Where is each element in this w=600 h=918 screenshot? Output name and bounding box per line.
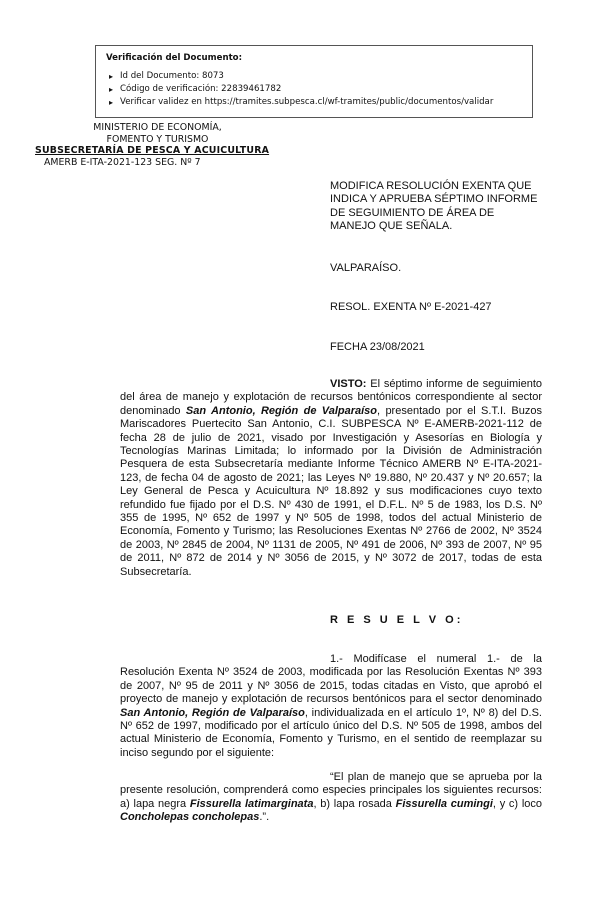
quote-text-b: , b) lapa rosada [313, 797, 396, 810]
verification-code: ▸ Código de verificación: 22839461782 [120, 83, 522, 96]
visto-sector-name: San Antonio, Región de Valparaíso [185, 404, 378, 417]
title-line: DE SEGUIMIENTO DE ÁREA DE [330, 206, 495, 219]
resuelvo-heading: R E S U E L V O: [330, 614, 464, 626]
title-line: MANEJO QUE SEÑALA. [330, 220, 453, 233]
letterhead [35, 122, 285, 168]
article-1-sector-name: San Antonio, Región de Valparaíso [120, 706, 305, 719]
quoted-paragraph [120, 771, 542, 825]
title-line: INDICA Y APRUEBA SÉPTIMO INFORME [330, 193, 538, 206]
visto-text-2: , presentado por el S.T.I. Buzos Mariscadores Puertecito San Antonio, C.I. SUBPESCA Nº E-AMERB-2021-112 de fecha 28 de julio de 2021, visado por Investigación y Asesorías en Biología y Tecnologías Marinas Limitada; lo informado por la División de Administración Pesquera de esta Subsecretaría mediante Informe Técnico AMERB Nº E-ITA-2021-123, de fecha 04 de agosto de 2021; las Leyes Nº 19.880, Nº 20.437 y Nº 20.657; la Ley General de Pesca y Acuicultura Nº 18.892 y sus modificaciones cuyo texto refundido fue fijado por el D.S. Nº 430 de 1991, el D.F.L. Nº 5 de 1983, los D.S. Nº 355 de 1995, Nº 652 de 1997 y Nº 505 de 1998, todos del actual Ministerio de Economía, Fomento y Turismo; las Resoluciones Exentas Nº 2766 de 2002, Nº 3524 de 2003, Nº 2845 de 2004, Nº 1131 de 2005, Nº 491 de 2006, Nº 393 de 2007, Nº 95 de 2011, Nº 872 de 2014 y Nº 3056 de 2015, y Nº 3072 de 2017, todas de esta Subsecretaría. [120, 404, 542, 578]
subsecretaria-heading: SUBSECRETARÍA DE PESCA Y ACUICULTURA [35, 145, 270, 156]
verification-document-id: ▸ Id del Documento: 8073 [120, 70, 522, 83]
resolution-title [330, 180, 542, 234]
resolution-date: FECHA 23/08/2021 [330, 341, 425, 353]
verification-title: Verificación del Documento: [106, 53, 243, 63]
species-fissurella-cumingi: Fissurella cumingi [395, 797, 493, 810]
verification-box [95, 45, 533, 118]
article-1-text-2: , individualizada en el artículo 1º, Nº 8) del D.S. Nº 652 de 1997, modificado por el artículo único del D.S. Nº 505 de 1998, ambos del actual Ministerio de Economía, Fomento y Turismo, en el sentido de reemplazar su inciso segundo por el siguiente: [120, 706, 542, 759]
title-line: MODIFICA RESOLUCIÓN EXENTA QUE [330, 180, 532, 192]
quote-text-end: .”. [259, 811, 270, 824]
article-1-text-1: 1.- Modifícase el numeral 1.- de la Resolución Exenta Nº 3524 de 2003, modificada por las Resolución Exentas Nº 393 de 2007, Nº 95 de 2011 y Nº 3056 de 2015, todas citadas en Visto, que aprobó el proyecto de manejo y explotación de recursos bentónicos para el sector denominado [120, 653, 542, 706]
visto-paragraph [120, 378, 542, 579]
visto-text-1: El séptimo informe de seguimiento del área de manejo y explotación de recursos bentónicos correspondiente al sector denominado [120, 378, 542, 417]
resolution-number: RESOL. EXENTA Nº E-2021-427 [330, 301, 492, 313]
visto-label: VISTO: [330, 378, 367, 390]
quote-text-a: “El plan de manejo que se aprueba por la presente resolución, comprenderá como especies principales los siguientes recursos: a) lapa negra [120, 771, 542, 810]
ministry-line-1: MINISTERIO DE ECONOMÍA, [93, 122, 222, 133]
quote-text-c: , y c) loco [492, 797, 543, 810]
reference-code: AMERB E-ITA-2021-123 SEG. Nº 7 [44, 156, 201, 168]
species-fissurella-latimarginata: Fissurella latimarginata [189, 797, 314, 810]
article-1-paragraph [120, 653, 542, 760]
city: VALPARAÍSO. [330, 262, 402, 274]
species-concholepas-concholepas: Concholepas concholepas [120, 811, 260, 824]
ministry-line-2: FOMENTO Y TURISMO [106, 133, 209, 145]
verification-url: ▸ Verificar validez en https://tramites.subpesca.cl/wf-tramites/public/documentos/validar [120, 96, 522, 109]
verification-list [106, 70, 522, 109]
